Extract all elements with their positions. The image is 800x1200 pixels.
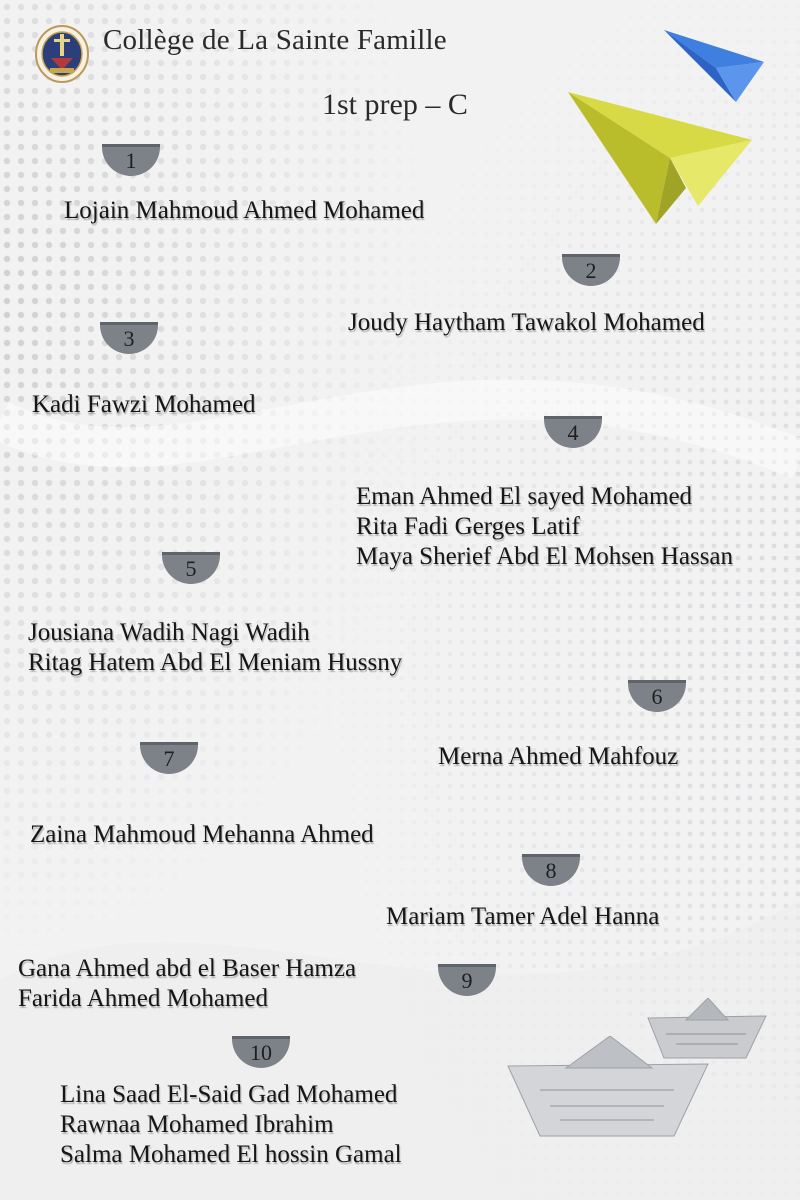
student-name: Kadi Fawzi Mohamed [32,391,256,418]
student-name: Merna Ahmed Mahfouz [438,743,679,770]
student-name: Rawnaa Mohamed Ibrahim [60,1111,334,1138]
student-name: Salma Mohamed El hossin Gamal [60,1141,402,1168]
student-name: Jousiana Wadih Nagi Wadih [28,619,310,646]
group-number: 7 [163,746,175,771]
student-name: Lojain Mahmoud Ahmed Mohamed [64,197,425,224]
group-names [60,1080,402,1170]
group-number: 1 [125,148,137,173]
group-number: 3 [123,326,135,351]
student-name: Farida Ahmed Mohamed [18,985,268,1012]
group-number: 8 [545,858,557,883]
group-names [32,390,256,420]
group-names [30,820,374,850]
group-number: 5 [185,556,197,581]
group-number-badge [140,742,198,774]
student-name: Maya Sherief Abd El Mohsen Hassan [356,543,734,570]
paper-boat-large-icon [506,1036,710,1140]
group-names [348,308,705,338]
group-number-badge [100,322,158,354]
student-name: Joudy Haytham Tawakol Mohamed [348,309,705,336]
class-name: 1st prep – C [322,88,468,121]
student-name: Rita Fadi Gerges Latif [356,513,580,540]
school-crest-logo [34,24,90,84]
group-names [356,482,733,572]
group-number: 10 [250,1040,272,1065]
student-name: Eman Ahmed El sayed Mohamed [356,483,693,510]
student-name: Gana Ahmed abd el Baser Hamza [18,955,357,982]
group-number-badge [438,964,496,996]
group-number: 2 [585,258,597,283]
student-name: Zaina Mahmoud Mehanna Ahmed [30,821,374,848]
group-number-badge [562,254,620,286]
group-names [28,618,402,678]
group-names [64,196,424,226]
group-number-badge [522,854,580,886]
group-number-badge [232,1036,290,1068]
student-name: Ritag Hatem Abd El Meniam Hussny [28,649,403,676]
group-number-badge [628,680,686,712]
group-names [386,902,659,932]
student-name: Mariam Tamer Adel Hanna [386,903,660,930]
group-number: 4 [567,420,579,445]
group-number-badge [162,552,220,584]
group-names [18,954,356,1014]
group-number: 6 [651,684,663,709]
paper-plane-yellow-icon [566,88,756,228]
group-number-badge [102,144,160,176]
student-name: Lina Saad El-Said Gad Mohamed [60,1081,398,1108]
group-names [438,742,678,772]
group-number-badge [544,416,602,448]
school-name: Collège de La Sainte Famille [103,24,447,56]
group-number: 9 [461,968,473,993]
